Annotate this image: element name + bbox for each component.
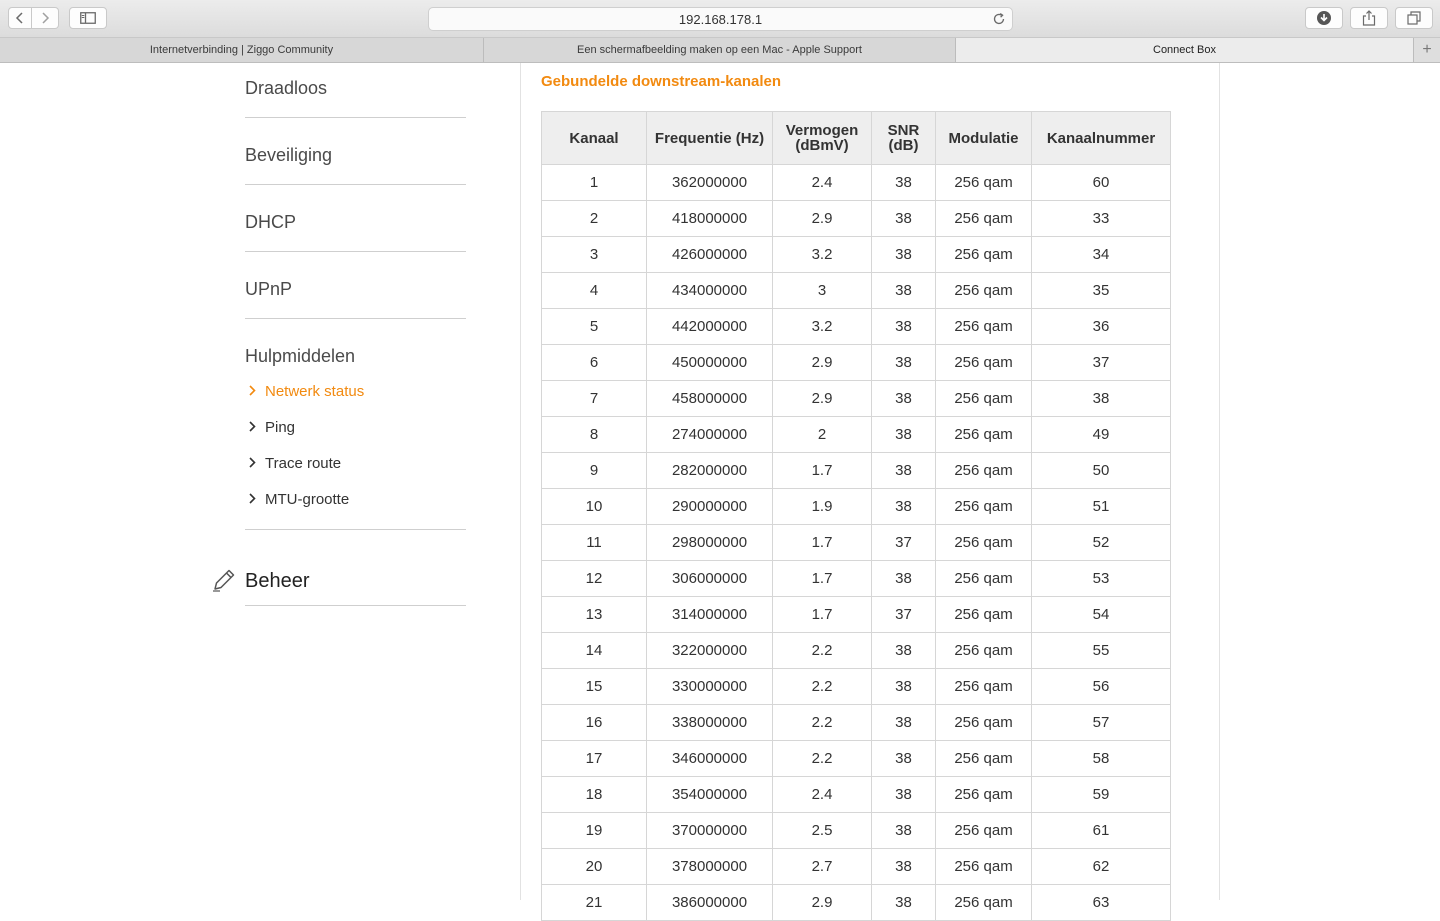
cell-vermogen: 3.2 (773, 309, 872, 345)
cell-frequentie: 418000000 (647, 201, 773, 237)
cell-snr: 38 (872, 381, 936, 417)
section-title: Gebundelde downstream-kanalen (541, 73, 782, 90)
table-row (542, 669, 1171, 705)
table-row (542, 561, 1171, 597)
cell-vermogen: 3.2 (773, 237, 872, 273)
cell-kanaal: 11 (542, 525, 647, 561)
cell-modulatie: 256 qam (936, 561, 1032, 597)
cell-kanaal: 6 (542, 345, 647, 381)
tool-label: MTU-grootte (265, 491, 350, 508)
sidebar-item-label: Beheer (245, 570, 310, 592)
cell-snr: 38 (872, 561, 936, 597)
cell-snr: 37 (872, 597, 936, 633)
cell-modulatie: 256 qam (936, 165, 1032, 201)
sidebar-item-label: Hulpmiddelen (245, 346, 356, 366)
tab-connect-box[interactable] (956, 38, 1414, 62)
table-row (542, 309, 1171, 345)
forward-button[interactable] (32, 7, 59, 29)
cell-vermogen: 1.7 (773, 561, 872, 597)
cell-modulatie: 256 qam (936, 669, 1032, 705)
cell-modulatie: 256 qam (936, 489, 1032, 525)
cell-frequentie: 306000000 (647, 561, 773, 597)
cell-snr: 38 (872, 165, 936, 201)
tab-label: Een schermafbeelding maken op een Mac - Apple Support (577, 44, 862, 56)
cell-kanaal: 9 (542, 453, 647, 489)
cell-vermogen: 2.9 (773, 885, 872, 921)
cell-kanaalnummer: 62 (1032, 849, 1171, 885)
cell-vermogen: 1.7 (773, 453, 872, 489)
sidebar-item-label: Draadloos (245, 78, 328, 98)
cell-frequentie: 362000000 (647, 165, 773, 201)
table-row (542, 633, 1171, 669)
cell-modulatie: 256 qam (936, 309, 1032, 345)
sidebar-item-beheer[interactable] (245, 570, 310, 593)
cell-kanaal: 18 (542, 777, 647, 813)
download-icon (1316, 10, 1332, 26)
cell-kanaal: 2 (542, 201, 647, 237)
share-icon (1362, 10, 1376, 26)
cell-snr: 38 (872, 813, 936, 849)
table-row (542, 705, 1171, 741)
cell-kanaal: 12 (542, 561, 647, 597)
column-header: Modulatie (936, 112, 1032, 165)
tab-ziggo-community[interactable] (0, 38, 484, 62)
content-divider-right (1219, 63, 1220, 900)
sidebar-toggle-button[interactable] (69, 7, 107, 29)
tab-bar (0, 38, 1440, 63)
table-row (542, 885, 1171, 921)
sidebar-item-beveiliging[interactable] (245, 145, 466, 166)
cell-frequentie: 386000000 (647, 885, 773, 921)
cell-kanaalnummer: 34 (1032, 237, 1171, 273)
cell-vermogen: 2.5 (773, 813, 872, 849)
cell-modulatie: 256 qam (936, 345, 1032, 381)
table-row (542, 489, 1171, 525)
cell-modulatie: 256 qam (936, 525, 1032, 561)
back-button[interactable] (8, 7, 32, 29)
chevron-right-icon (248, 456, 265, 471)
tool-label: Netwerk status (265, 383, 365, 400)
cell-kanaalnummer: 36 (1032, 309, 1171, 345)
cell-kanaal: 8 (542, 417, 647, 453)
sidebar-item-label: Beveiliging (245, 145, 333, 165)
cell-kanaal: 15 (542, 669, 647, 705)
address-bar[interactable] (428, 7, 1013, 31)
cell-frequentie: 426000000 (647, 237, 773, 273)
cell-snr: 38 (872, 237, 936, 273)
cell-frequentie: 378000000 (647, 849, 773, 885)
sidebar-icon (80, 12, 96, 24)
cell-kanaal: 17 (542, 741, 647, 777)
cell-snr: 38 (872, 489, 936, 525)
table-row (542, 741, 1171, 777)
tab-overview-button[interactable] (1395, 7, 1433, 29)
sidebar-item-hulpmiddelen[interactable] (245, 346, 466, 367)
cell-snr: 38 (872, 705, 936, 741)
cell-vermogen: 2.9 (773, 201, 872, 237)
cell-snr: 38 (872, 201, 936, 237)
cell-kanaal: 20 (542, 849, 647, 885)
cell-kanaalnummer: 61 (1032, 813, 1171, 849)
cell-kanaal: 14 (542, 633, 647, 669)
cell-snr: 38 (872, 309, 936, 345)
cell-kanaal: 16 (542, 705, 647, 741)
table-row (542, 525, 1171, 561)
tool-trace-route[interactable] (248, 455, 341, 472)
cell-vermogen: 3 (773, 273, 872, 309)
cell-frequentie: 354000000 (647, 777, 773, 813)
cell-kanaalnummer: 59 (1032, 777, 1171, 813)
cell-vermogen: 2.9 (773, 381, 872, 417)
table-row (542, 597, 1171, 633)
table-row (542, 381, 1171, 417)
chevron-right-icon (248, 492, 265, 507)
cell-vermogen: 2.4 (773, 777, 872, 813)
chevron-right-icon (248, 420, 265, 435)
downloads-button[interactable] (1305, 7, 1343, 29)
cell-vermogen: 1.7 (773, 525, 872, 561)
table-body (542, 165, 1171, 921)
cell-vermogen: 2.2 (773, 741, 872, 777)
cell-vermogen: 2.2 (773, 633, 872, 669)
cell-vermogen: 2.2 (773, 705, 872, 741)
cell-kanaalnummer: 50 (1032, 453, 1171, 489)
cell-snr: 38 (872, 741, 936, 777)
content-divider-left (520, 63, 521, 900)
cell-kanaalnummer: 33 (1032, 201, 1171, 237)
reload-icon[interactable] (992, 12, 1006, 29)
url-text: 192.168.178.1 (678, 11, 763, 27)
cell-kanaal: 5 (542, 309, 647, 345)
chevron-right-icon (248, 384, 265, 399)
cell-vermogen: 2 (773, 417, 872, 453)
cell-snr: 38 (872, 633, 936, 669)
cell-kanaalnummer: 60 (1032, 165, 1171, 201)
downstream-channels-table (541, 111, 1171, 921)
cell-kanaalnummer: 49 (1032, 417, 1171, 453)
cell-kanaalnummer: 51 (1032, 489, 1171, 525)
sidebar-divider (245, 117, 466, 118)
tabs-icon (1407, 11, 1421, 25)
tool-label: Ping (265, 419, 296, 436)
cell-frequentie: 298000000 (647, 525, 773, 561)
sidebar-item-draadloos[interactable] (245, 78, 466, 99)
column-header: Kanaalnummer (1032, 112, 1171, 165)
cell-kanaal: 13 (542, 597, 647, 633)
cell-kanaalnummer: 37 (1032, 345, 1171, 381)
cell-frequentie: 450000000 (647, 345, 773, 381)
cell-kanaalnummer: 53 (1032, 561, 1171, 597)
pencil-icon (211, 567, 237, 598)
browser-toolbar (0, 0, 1440, 38)
tab-label: Connect Box (1153, 44, 1216, 56)
table-row (542, 849, 1171, 885)
cell-frequentie: 274000000 (647, 417, 773, 453)
cell-snr: 38 (872, 345, 936, 381)
cell-frequentie: 434000000 (647, 273, 773, 309)
cell-kanaalnummer: 57 (1032, 705, 1171, 741)
sidebar-divider (245, 605, 466, 606)
cell-snr: 38 (872, 777, 936, 813)
cell-kanaal: 21 (542, 885, 647, 921)
chevron-right-icon (40, 12, 50, 24)
table-row (542, 237, 1171, 273)
tool-mtu-grootte[interactable] (248, 491, 349, 508)
cell-kanaalnummer: 55 (1032, 633, 1171, 669)
cell-modulatie: 256 qam (936, 381, 1032, 417)
cell-modulatie: 256 qam (936, 597, 1032, 633)
table-row (542, 777, 1171, 813)
cell-modulatie: 256 qam (936, 273, 1032, 309)
sidebar-divider (245, 184, 466, 185)
cell-frequentie: 346000000 (647, 741, 773, 777)
cell-snr: 38 (872, 669, 936, 705)
sidebar-item-dhcp[interactable] (245, 212, 466, 233)
cell-modulatie: 256 qam (936, 777, 1032, 813)
sidebar-item-label: DHCP (245, 212, 297, 232)
table-row (542, 417, 1171, 453)
cell-vermogen: 2.9 (773, 345, 872, 381)
column-header: SNR (dB) (872, 112, 936, 165)
table-row (542, 345, 1171, 381)
tool-ping[interactable] (248, 419, 295, 436)
table-row (542, 165, 1171, 201)
table-row (542, 201, 1171, 237)
cell-frequentie: 282000000 (647, 453, 773, 489)
cell-modulatie: 256 qam (936, 885, 1032, 921)
cell-kanaal: 7 (542, 381, 647, 417)
cell-modulatie: 256 qam (936, 813, 1032, 849)
cell-snr: 38 (872, 453, 936, 489)
cell-modulatie: 256 qam (936, 201, 1032, 237)
cell-vermogen: 2.4 (773, 165, 872, 201)
cell-modulatie: 256 qam (936, 849, 1032, 885)
sidebar-divider (245, 251, 466, 252)
sidebar-item-upnp[interactable] (245, 279, 466, 300)
table-row (542, 453, 1171, 489)
cell-frequentie: 458000000 (647, 381, 773, 417)
cell-kanaalnummer: 52 (1032, 525, 1171, 561)
cell-frequentie: 330000000 (647, 669, 773, 705)
cell-snr: 38 (872, 849, 936, 885)
cell-frequentie: 338000000 (647, 705, 773, 741)
new-tab-button[interactable] (1414, 38, 1440, 62)
cell-kanaal: 19 (542, 813, 647, 849)
sidebar-divider (245, 529, 466, 530)
column-header: Vermogen (dBmV) (773, 112, 872, 165)
column-header: Frequentie (Hz) (647, 112, 773, 165)
cell-kanaalnummer: 35 (1032, 273, 1171, 309)
cell-kanaal: 1 (542, 165, 647, 201)
cell-kanaalnummer: 58 (1032, 741, 1171, 777)
cell-modulatie: 256 qam (936, 741, 1032, 777)
cell-vermogen: 2.7 (773, 849, 872, 885)
sidebar-divider (245, 318, 466, 319)
tab-apple-support[interactable] (484, 38, 956, 62)
cell-frequentie: 322000000 (647, 633, 773, 669)
cell-kanaalnummer: 63 (1032, 885, 1171, 921)
cell-frequentie: 370000000 (647, 813, 773, 849)
cell-vermogen: 2.2 (773, 669, 872, 705)
cell-kanaal: 4 (542, 273, 647, 309)
cell-frequentie: 314000000 (647, 597, 773, 633)
cell-snr: 38 (872, 273, 936, 309)
share-button[interactable] (1350, 7, 1388, 29)
table-row (542, 813, 1171, 849)
tool-netwerk-status[interactable] (248, 383, 364, 400)
cell-vermogen: 1.7 (773, 597, 872, 633)
cell-modulatie: 256 qam (936, 453, 1032, 489)
sidebar-item-label: UPnP (245, 279, 293, 299)
tab-label: Internetverbinding | Ziggo Community (149, 44, 334, 56)
cell-snr: 38 (872, 885, 936, 921)
cell-modulatie: 256 qam (936, 417, 1032, 453)
cell-snr: 37 (872, 525, 936, 561)
cell-snr: 38 (872, 417, 936, 453)
table-row (542, 273, 1171, 309)
plus-icon: + (1422, 41, 1432, 58)
cell-kanaalnummer: 38 (1032, 381, 1171, 417)
cell-modulatie: 256 qam (936, 633, 1032, 669)
cell-kanaal: 3 (542, 237, 647, 273)
chevron-left-icon (15, 12, 25, 24)
cell-frequentie: 290000000 (647, 489, 773, 525)
cell-kanaalnummer: 56 (1032, 669, 1171, 705)
cell-kanaalnummer: 54 (1032, 597, 1171, 633)
cell-kanaal: 10 (542, 489, 647, 525)
cell-frequentie: 442000000 (647, 309, 773, 345)
cell-vermogen: 1.9 (773, 489, 872, 525)
table-header-row (542, 112, 1171, 165)
tool-label: Trace route (265, 455, 342, 472)
column-header: Kanaal (542, 112, 647, 165)
cell-modulatie: 256 qam (936, 705, 1032, 741)
cell-modulatie: 256 qam (936, 237, 1032, 273)
